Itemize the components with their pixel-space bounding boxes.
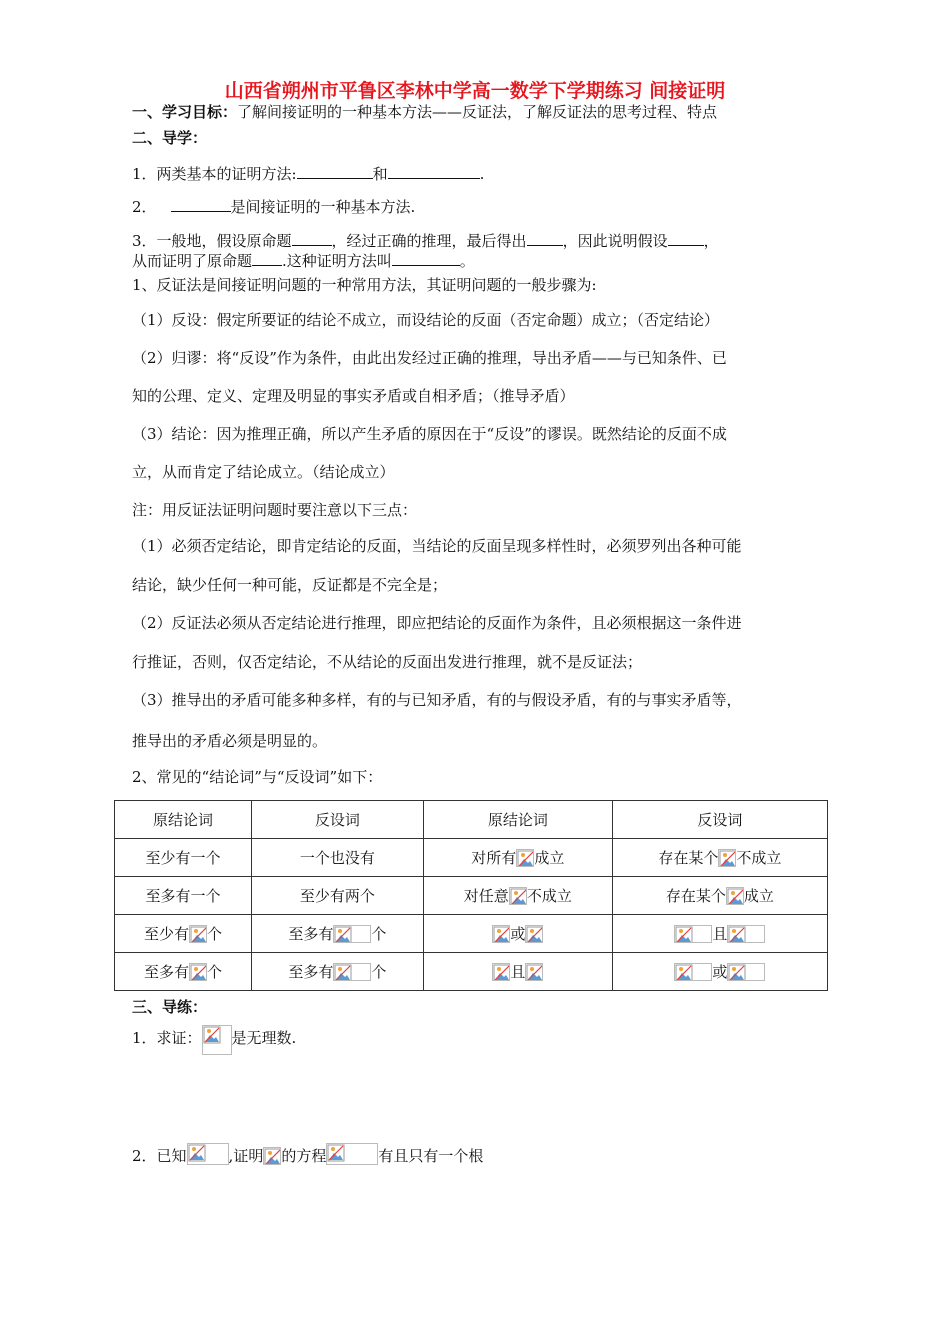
q3-text-b: ，经过正确的推理，最后得出 xyxy=(331,232,527,250)
formula-image-icon xyxy=(727,925,765,943)
formula-image-icon xyxy=(718,849,736,867)
cell-text: 个 xyxy=(207,925,223,943)
formula-image-icon xyxy=(674,963,712,981)
cell-text: 不成立 xyxy=(736,849,782,867)
q1-end: . xyxy=(479,165,485,183)
table-header: 反设词 xyxy=(252,801,424,839)
q1-blank-2[interactable] xyxy=(388,163,480,179)
note-1-line-1: （1）必须否定结论，即肯定结论的反面，当结论的反面呈现多样性时，必须罗列出各种可能 xyxy=(132,537,742,555)
question-1 xyxy=(132,163,484,184)
method-step-3-line-1: （3）结论：因为推理正确，所以产生矛盾的原因在于“反设”的谬误。既然结论的反面不成 xyxy=(132,425,727,443)
q3-text-f: .这种证明方法叫 xyxy=(282,252,392,270)
q3-text-e: 从而证明了原命题 xyxy=(132,252,253,270)
q2-text: 是间接证明的一种基本方法. xyxy=(230,198,416,216)
table-cell xyxy=(612,877,827,915)
conclusion-words-table xyxy=(114,800,828,991)
p2-text-c: 的方程 xyxy=(281,1147,327,1165)
p1-text-a: 1．求证： xyxy=(132,1029,202,1047)
q3-text-a: 3．一般地，假设原命题 xyxy=(132,232,292,250)
table-cell: 至多有一个 xyxy=(115,877,252,915)
table-cell xyxy=(612,953,827,991)
formula-image-icon xyxy=(509,887,527,905)
method-intro: 1、反证法是间接证明问题的一种常用方法，其证明问题的一般步骤为: xyxy=(132,276,597,294)
question-3-line-1 xyxy=(132,230,719,251)
note-1-line-2: 结论，缺少任何一种可能，反证都是不完全是； xyxy=(132,576,448,594)
p2-text-a: 2．已知 xyxy=(132,1147,187,1165)
cell-text: 至多有 xyxy=(288,925,334,943)
cell-text: 或 xyxy=(712,963,728,981)
cell-text: 成立 xyxy=(534,849,565,867)
cell-text: 成立 xyxy=(743,887,774,905)
table-cell: 至少有一个 xyxy=(115,839,252,877)
cell-text: 个 xyxy=(371,963,387,981)
table-row xyxy=(115,953,828,991)
table-cell xyxy=(423,839,612,877)
question-3-line-2 xyxy=(132,250,475,271)
formula-image-icon xyxy=(189,963,207,981)
practice-heading: 三、导练： xyxy=(132,998,208,1016)
table-row xyxy=(115,915,828,953)
q3-blank-4[interactable] xyxy=(252,250,282,266)
table-cell xyxy=(423,953,612,991)
q3-blank-1[interactable] xyxy=(292,230,332,246)
formula-image-icon xyxy=(525,925,543,943)
cell-text: 不成立 xyxy=(526,887,572,905)
q1-text: 1．两类基本的证明方法: xyxy=(132,165,297,183)
table-intro: 2、常见的“结论词”与“反设词”如下： xyxy=(132,768,383,786)
formula-image-icon xyxy=(202,1025,232,1055)
table-cell xyxy=(115,915,252,953)
q3-blank-5[interactable] xyxy=(392,250,460,266)
table-cell xyxy=(423,915,612,953)
formula-image-icon xyxy=(333,963,371,981)
q3-text-g: 。 xyxy=(459,252,475,270)
q3-blank-2[interactable] xyxy=(527,230,563,246)
guide-heading: 二、导学： xyxy=(132,129,208,147)
page-title: 山西省朔州市平鲁区李林中学高一数学下学期练习 间接证明 xyxy=(224,80,726,102)
cell-text: 对所有 xyxy=(471,849,517,867)
cell-text: 至多有 xyxy=(288,963,334,981)
p1-text-b: 是无理数. xyxy=(231,1029,297,1047)
notes-intro: 注：用反证法证明问题时要注意以下三点： xyxy=(132,501,418,519)
goals-text: 了解间接证明的一种基本方法——反证法，了解反证法的思考过程、特点 xyxy=(237,103,718,121)
q3-blank-3[interactable] xyxy=(668,230,704,246)
table-header: 原结论词 xyxy=(115,801,252,839)
formula-image-icon xyxy=(263,1147,281,1165)
practice-2 xyxy=(132,1143,483,1166)
cell-text: 存在某个 xyxy=(665,887,726,905)
method-step-1: （1）反设：假定所要证的结论不成立，而设结论的反面（否定命题）成立；（否定结论） xyxy=(132,311,720,329)
q1-and: 和 xyxy=(372,165,388,183)
formula-image-icon xyxy=(492,925,510,943)
q1-blank-1[interactable] xyxy=(297,163,373,179)
formula-image-icon xyxy=(492,963,510,981)
table-cell: 至少有两个 xyxy=(252,877,424,915)
note-3-line-1: （3）推导出的矛盾可能多种多样，有的与已知矛盾，有的与假设矛盾，有的与事实矛盾等， xyxy=(132,691,742,709)
method-step-3-line-2: 立，从而肯定了结论成立。（结论成立） xyxy=(132,463,395,481)
formula-image-icon xyxy=(727,963,765,981)
table-cell xyxy=(612,915,827,953)
table-cell xyxy=(423,877,612,915)
cell-text: 至少有 xyxy=(144,925,190,943)
cell-text: 至多有 xyxy=(144,963,190,981)
formula-image-icon xyxy=(516,849,534,867)
method-step-2-line-1: （2）归谬：将“反设”作为条件，由此出发经过正确的推理，导出矛盾——与已知条件、已 xyxy=(132,349,727,367)
p2-text-b: ,证明 xyxy=(228,1147,264,1165)
note-2-line-1: （2）反证法必须从否定结论进行推理，即应把结论的反面作为条件，且必须根据这一条件进 xyxy=(132,614,742,632)
cell-text: 对任意 xyxy=(463,887,509,905)
note-3-line-2: 推导出的矛盾必须是明显的。 xyxy=(132,732,328,750)
table-header: 反设词 xyxy=(612,801,827,839)
cell-text: 个 xyxy=(371,925,387,943)
cell-text: 或 xyxy=(510,925,526,943)
q2-blank[interactable] xyxy=(171,196,231,212)
cell-text: 存在某个 xyxy=(658,849,719,867)
formula-image-icon xyxy=(189,925,207,943)
formula-image-icon xyxy=(525,963,543,981)
table-header-row xyxy=(115,801,828,839)
formula-image-icon xyxy=(333,925,371,943)
formula-image-icon xyxy=(674,925,712,943)
table-row xyxy=(115,839,828,877)
method-step-2-line-2: 知的公理、定义、定理及明显的事实矛盾或自相矛盾；（推导矛盾） xyxy=(132,387,575,405)
learning-goals xyxy=(132,102,717,122)
cell-text: 且 xyxy=(510,963,526,981)
table-row xyxy=(115,877,828,915)
q3-text-d: ， xyxy=(703,232,719,250)
q2-prefix: 2． xyxy=(132,198,157,216)
note-2-line-2: 行推证，否则，仅否定结论，不从结论的反面出发进行推理，就不是反证法； xyxy=(132,653,643,671)
p2-text-d: 有且只有一个根 xyxy=(378,1147,484,1165)
goals-label: 一、学习目标： xyxy=(132,103,238,121)
cell-text: 且 xyxy=(712,925,728,943)
table-header: 原结论词 xyxy=(423,801,612,839)
formula-image-icon xyxy=(187,1143,229,1165)
q3-text-c: ，因此说明假设 xyxy=(562,232,668,250)
formula-image-icon xyxy=(726,887,744,905)
table-cell xyxy=(115,953,252,991)
table-cell: 一个也没有 xyxy=(252,839,424,877)
table-cell xyxy=(612,839,827,877)
table-cell xyxy=(252,915,424,953)
question-2 xyxy=(132,196,415,217)
table-cell xyxy=(252,953,424,991)
cell-text: 个 xyxy=(207,963,223,981)
formula-image-icon xyxy=(326,1143,378,1165)
practice-1 xyxy=(132,1025,296,1055)
